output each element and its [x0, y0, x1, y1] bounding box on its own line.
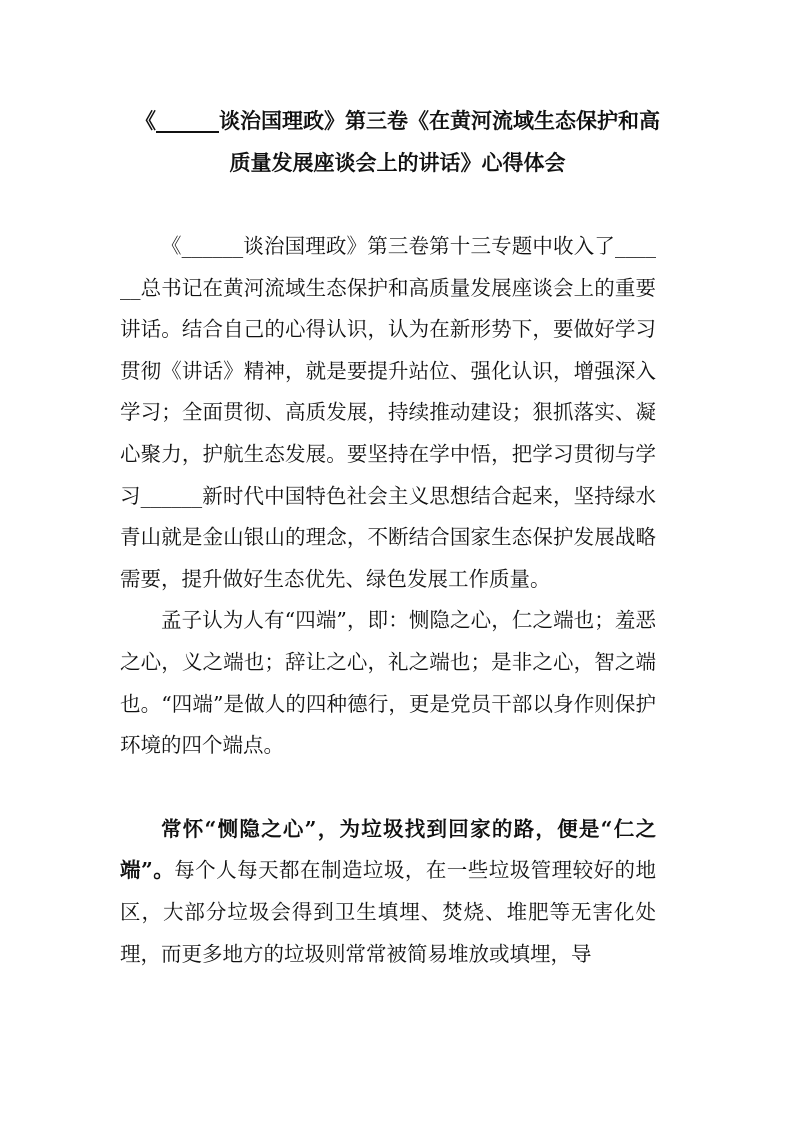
paragraph-2: 孟子认为人有“四端”，即：恻隐之心，仁之端也；羞恶之心，义之端也；辞让之心，礼之端也；是非之心，智之端也。“四端”是做人的四种德行，更是党员干部以身作则保护环境的四个端点。: [120, 608, 656, 758]
paragraph-1: 《______谈治国理政》第三卷第十三专题中收入了______总书记在黄河流域生态保护和高质量发展座谈会上的重要讲话。结合自己的心得认识，认为在新形势下，要做好学习贯彻《讲话》精神，就是要提升站位、强化认识，增强深入学习；全面贯彻、高质发展，持续推动建设；狠抓落实、凝心聚力，护航生态发展。要坚持在学中悟，把学习贯彻与学习______新时代中国特色社会主义思想结合起来，坚持绿水青山就是金山银山的理念，不断结合国家生态保护发展战略需要，提升做好生态优先、绿色发展工作质量。: [120, 234, 656, 591]
paragraph-3-text: 每个人每天都在制造垃圾，在一些垃圾管理较好的地区，大部分垃圾会得到卫生填埋、焚烧、堆肥等无害化处理，而更多地方的垃圾则常常被简易堆放或填埋，导: [120, 858, 657, 966]
document-title: [120, 100, 675, 184]
paragraph-3-bold-lead: 常怀“恻隐之心”，为垃圾找到回家的路，便是“仁之端”。: [120, 816, 656, 883]
title-line-1: 《______谈治国理政》第三卷《在黄河流域生态保护和高: [135, 108, 660, 133]
title-line-2: 质量发展座谈会上的讲话》心得体会: [229, 150, 566, 175]
paragraph-spacer: [120, 767, 656, 809]
paragraph-3: [120, 809, 656, 975]
document-body: [120, 226, 656, 975]
